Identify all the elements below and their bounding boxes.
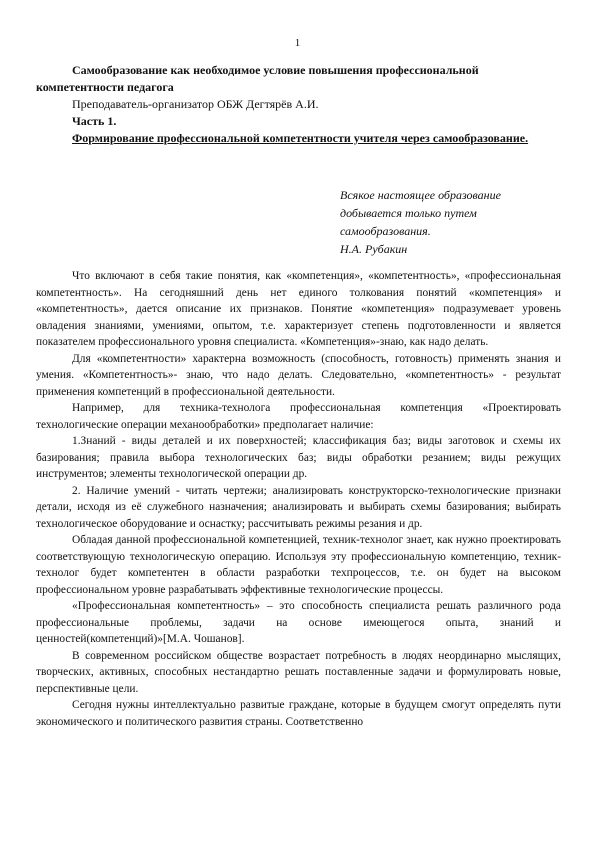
epigraph — [340, 186, 555, 258]
document-subtitle — [36, 130, 561, 147]
paragraph: «Профессиональная компетентность» – это способность специалиста решать различного рода профессиональные проблемы, задачи на основе имеющегося опыта, знаний и ценностей(компетенций)»[М.А. Чошанов]. — [36, 600, 561, 645]
epigraph-author: Н.А. Рубакин — [340, 242, 408, 256]
body-text — [36, 268, 561, 730]
paragraph: В современном российском обществе возрастает потребность в людях неординарно мыслящих, творческих, активных, способных нестандартно решать поставленные задачи и формулировать новые, перспективные цели. — [36, 649, 561, 695]
document-header — [36, 62, 561, 147]
paragraph: Обладая данной профессиональной компетенцией, техник-технолог знает, как нужно проектировать соответствующую технологическую операцию. Используя эту профессиональную компетенцию, техник- технолог будет компетентен в области разработки техпроцессов, т.е. он будет на высоком профессиональном уровне разрабатывать эффективные технологические процессы. — [36, 534, 561, 596]
part-label: Часть 1. — [72, 114, 117, 128]
paragraph: 1.Знаний - виды деталей и их поверхностей; классификация баз; виды заготовок и схемы их базирования; правила выбора технологических баз; виды обработки резанием; виды режущих инструментов; элементы технологической операции др. — [36, 435, 561, 480]
paragraph: Сегодня нужны интеллектуально развитые граждане, которые в будущем смогут определять пути экономического и политического развития страны. Соответственно — [36, 699, 561, 728]
paragraph: Для «компетентности» характерна возможность (способность, готовность) применять знания и умения. «Компетентность»- знаю, что надо делать. Следовательно, «компетентность» - результат применения компетенций в профессиональной деятельности. — [36, 352, 561, 398]
paragraph: Например, для техника-технолога профессиональная компетенция «Проектировать технологические операции механообработки» предполагает наличие: — [36, 402, 561, 431]
epigraph-line: добывается только путем — [340, 206, 477, 220]
author-line: Преподаватель-организатор ОБЖ Дегтярёв А.И. — [72, 97, 319, 111]
paragraph: 2. Наличие умений - читать чертежи; анализировать конструкторско-технологические признаки детали, исходя из её служебного назначения; анализировать и выбирать схемы базирования; выбирать технологическое оборудование и оснастку; рассчитывать режимы резания и др. — [36, 484, 561, 530]
subtitle-text: Формирование профессиональной компетентности учителя через самообразование. — [72, 131, 529, 145]
page-number: 1 — [294, 37, 301, 49]
epigraph-line: самообразования. — [340, 224, 431, 238]
document-title: Самообразование как необходимое условие повышения профессиональной компетентности педагога — [36, 63, 479, 94]
paragraph: Что включают в себя такие понятия, как «компетенция», «компетентность», «профессиональная компетентность». На сегодняшний день нет единого толкования понятий «компетенция» и «компетентность», дается описание их признаков. Понятие «компетенция» подразумевает уровень овладения знаниями, умениями, опытом, т.е. характеризует степень подготовленности и является показателем профессионального уровня специалиста. «Компетенция»-знаю, как надо делать. — [36, 270, 561, 348]
epigraph-line: Всякое настоящее образование — [340, 188, 501, 202]
